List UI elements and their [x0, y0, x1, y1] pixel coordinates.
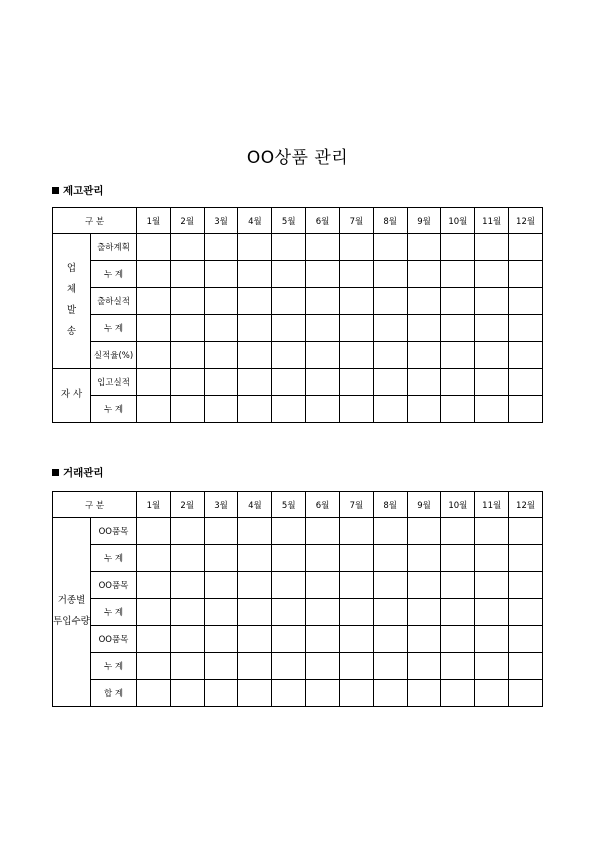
data-cell[interactable] [137, 369, 171, 396]
data-cell[interactable] [137, 599, 171, 626]
data-cell[interactable] [238, 234, 272, 261]
month-header-cell: 4월 [238, 492, 272, 518]
group-label-line: 업 체 [66, 263, 86, 296]
data-cell[interactable] [204, 680, 238, 707]
data-cell[interactable] [272, 315, 306, 342]
data-cell[interactable] [339, 680, 373, 707]
data-cell[interactable] [509, 545, 543, 572]
data-cell[interactable] [272, 261, 306, 288]
data-cell[interactable] [441, 396, 475, 423]
data-cell[interactable] [441, 261, 475, 288]
data-cell[interactable] [238, 396, 272, 423]
data-cell[interactable] [238, 653, 272, 680]
data-cell[interactable] [306, 288, 340, 315]
row-label-cell: 누 계 [91, 315, 137, 342]
row-label-cell: 입고실적 [91, 369, 137, 396]
data-cell[interactable] [475, 545, 509, 572]
data-cell[interactable] [137, 518, 171, 545]
data-cell[interactable] [137, 315, 171, 342]
data-cell[interactable] [441, 369, 475, 396]
data-cell[interactable] [272, 599, 306, 626]
data-cell[interactable] [373, 626, 407, 653]
data-cell[interactable] [238, 342, 272, 369]
row-label-cell: 누 계 [91, 545, 137, 572]
data-cell[interactable] [475, 396, 509, 423]
data-cell[interactable] [204, 518, 238, 545]
data-cell[interactable] [373, 288, 407, 315]
data-cell[interactable] [238, 680, 272, 707]
data-cell[interactable] [170, 342, 204, 369]
data-cell[interactable] [306, 315, 340, 342]
data-cell[interactable] [238, 518, 272, 545]
table-row [53, 288, 543, 315]
table-row [53, 396, 543, 423]
table-row [53, 545, 543, 572]
header-row [53, 208, 543, 234]
data-cell[interactable] [441, 545, 475, 572]
group-label-cell: 자 사 [53, 369, 91, 423]
data-cell[interactable] [137, 653, 171, 680]
data-cell[interactable] [509, 518, 543, 545]
data-cell[interactable] [407, 653, 441, 680]
data-cell[interactable] [238, 369, 272, 396]
data-cell[interactable] [475, 342, 509, 369]
data-cell[interactable] [238, 315, 272, 342]
data-cell[interactable] [170, 288, 204, 315]
group-label-line: 투입수량 [53, 616, 90, 627]
data-cell[interactable] [306, 545, 340, 572]
data-cell[interactable] [475, 518, 509, 545]
data-cell[interactable] [137, 234, 171, 261]
data-cell[interactable] [373, 518, 407, 545]
data-cell[interactable] [204, 288, 238, 315]
data-cell[interactable] [339, 234, 373, 261]
transactions-table [52, 491, 543, 707]
data-cell[interactable] [137, 261, 171, 288]
data-cell[interactable] [272, 572, 306, 599]
table-row [53, 369, 543, 396]
data-cell[interactable] [339, 315, 373, 342]
data-cell[interactable] [509, 315, 543, 342]
data-cell[interactable] [475, 234, 509, 261]
data-cell[interactable] [204, 572, 238, 599]
month-header-cell: 6월 [306, 208, 340, 234]
data-cell[interactable] [509, 234, 543, 261]
month-header-cell: 2월 [170, 208, 204, 234]
data-cell[interactable] [170, 315, 204, 342]
data-cell[interactable] [137, 396, 171, 423]
month-header-cell: 5월 [272, 492, 306, 518]
row-label-cell: 출하계획 [91, 234, 137, 261]
data-cell[interactable] [509, 342, 543, 369]
data-cell[interactable] [137, 288, 171, 315]
data-cell[interactable] [306, 599, 340, 626]
data-cell[interactable] [475, 572, 509, 599]
header-category-cell: 구 분 [53, 492, 137, 518]
row-label-cell: 합 계 [91, 680, 137, 707]
data-cell[interactable] [373, 342, 407, 369]
data-cell[interactable] [407, 396, 441, 423]
data-cell[interactable] [170, 626, 204, 653]
month-header-cell: 10월 [441, 492, 475, 518]
table-row [53, 626, 543, 653]
data-cell[interactable] [339, 261, 373, 288]
data-cell[interactable] [373, 369, 407, 396]
data-cell[interactable] [407, 315, 441, 342]
data-cell[interactable] [306, 342, 340, 369]
data-cell[interactable] [170, 261, 204, 288]
month-header-cell: 2월 [170, 492, 204, 518]
data-cell[interactable] [272, 545, 306, 572]
data-cell[interactable] [272, 288, 306, 315]
data-cell[interactable] [407, 288, 441, 315]
data-cell[interactable] [373, 545, 407, 572]
group-label-line: 발 송 [66, 305, 86, 337]
data-cell[interactable] [204, 315, 238, 342]
group-label-line: 거종별 [57, 595, 86, 607]
data-cell[interactable] [339, 572, 373, 599]
data-cell[interactable] [204, 396, 238, 423]
data-cell[interactable] [373, 572, 407, 599]
data-cell[interactable] [407, 342, 441, 369]
data-cell[interactable] [441, 518, 475, 545]
data-cell[interactable] [373, 315, 407, 342]
data-cell[interactable] [339, 288, 373, 315]
month-header-cell: 3월 [204, 208, 238, 234]
data-cell[interactable] [170, 545, 204, 572]
data-cell[interactable] [170, 234, 204, 261]
month-header-cell: 12월 [509, 492, 543, 518]
table-row [53, 599, 543, 626]
data-cell[interactable] [272, 396, 306, 423]
data-cell[interactable] [170, 518, 204, 545]
data-cell[interactable] [238, 626, 272, 653]
data-cell[interactable] [137, 545, 171, 572]
month-header-cell: 5월 [272, 208, 306, 234]
square-bullet-icon [52, 187, 59, 194]
data-cell[interactable] [238, 261, 272, 288]
data-cell[interactable] [475, 288, 509, 315]
square-bullet-icon [52, 469, 59, 476]
data-cell[interactable] [407, 572, 441, 599]
header-row [53, 492, 543, 518]
data-cell[interactable] [204, 626, 238, 653]
data-cell[interactable] [204, 545, 238, 572]
data-cell[interactable] [441, 599, 475, 626]
data-cell[interactable] [441, 626, 475, 653]
data-cell[interactable] [475, 680, 509, 707]
month-header-cell: 8월 [373, 208, 407, 234]
data-cell[interactable] [475, 369, 509, 396]
section-heading-inventory [52, 183, 104, 198]
table-row [53, 653, 543, 680]
month-header-cell: 12월 [509, 208, 543, 234]
row-label-cell: 출하실적 [91, 288, 137, 315]
month-header-cell: 1월 [137, 492, 171, 518]
data-cell[interactable] [204, 261, 238, 288]
data-cell[interactable] [170, 599, 204, 626]
data-cell[interactable] [272, 234, 306, 261]
data-cell[interactable] [475, 599, 509, 626]
data-cell[interactable] [339, 599, 373, 626]
data-cell[interactable] [407, 261, 441, 288]
data-cell[interactable] [509, 369, 543, 396]
data-cell[interactable] [441, 315, 475, 342]
row-label-cell: 누 계 [91, 653, 137, 680]
data-cell[interactable] [407, 518, 441, 545]
month-header-cell: 1월 [137, 208, 171, 234]
data-cell[interactable] [441, 680, 475, 707]
section-heading-label: 거래관리 [63, 467, 104, 479]
data-cell[interactable] [137, 342, 171, 369]
data-cell[interactable] [339, 396, 373, 423]
table-row [53, 518, 543, 545]
data-cell[interactable] [170, 396, 204, 423]
month-header-cell: 9월 [407, 492, 441, 518]
section-heading-transactions [52, 465, 104, 480]
data-cell[interactable] [272, 369, 306, 396]
data-cell[interactable] [204, 342, 238, 369]
data-cell[interactable] [407, 626, 441, 653]
data-cell[interactable] [272, 653, 306, 680]
data-cell[interactable] [238, 288, 272, 315]
data-cell[interactable] [339, 369, 373, 396]
data-cell[interactable] [509, 288, 543, 315]
data-cell[interactable] [204, 234, 238, 261]
data-cell[interactable] [204, 369, 238, 396]
data-cell[interactable] [272, 626, 306, 653]
data-cell[interactable] [137, 626, 171, 653]
data-cell[interactable] [306, 626, 340, 653]
table-row [53, 342, 543, 369]
month-header-cell: 11월 [475, 208, 509, 234]
data-cell[interactable] [238, 545, 272, 572]
data-cell[interactable] [407, 545, 441, 572]
row-label-cell: 누 계 [91, 396, 137, 423]
row-label-cell: 누 계 [91, 261, 137, 288]
data-cell[interactable] [475, 315, 509, 342]
header-category-cell: 구 분 [53, 208, 137, 234]
data-cell[interactable] [306, 572, 340, 599]
data-cell[interactable] [306, 234, 340, 261]
data-cell[interactable] [509, 626, 543, 653]
data-cell[interactable] [373, 680, 407, 707]
data-cell[interactable] [475, 626, 509, 653]
data-cell[interactable] [170, 572, 204, 599]
data-cell[interactable] [441, 234, 475, 261]
data-cell[interactable] [373, 653, 407, 680]
data-cell[interactable] [509, 261, 543, 288]
data-cell[interactable] [509, 599, 543, 626]
data-cell[interactable] [509, 680, 543, 707]
table-row [53, 572, 543, 599]
month-header-cell: 8월 [373, 492, 407, 518]
page-title: OO상품 관리 [246, 148, 349, 168]
month-header-cell: 9월 [407, 208, 441, 234]
data-cell[interactable] [204, 599, 238, 626]
data-cell[interactable] [272, 342, 306, 369]
data-cell[interactable] [306, 261, 340, 288]
data-cell[interactable] [407, 599, 441, 626]
data-cell[interactable] [306, 396, 340, 423]
data-cell[interactable] [137, 572, 171, 599]
data-cell[interactable] [204, 653, 238, 680]
data-cell[interactable] [441, 288, 475, 315]
month-header-cell: 11월 [475, 492, 509, 518]
row-label-cell: OO품목 [91, 626, 137, 653]
data-cell[interactable] [373, 234, 407, 261]
data-cell[interactable] [373, 261, 407, 288]
data-cell[interactable] [137, 680, 171, 707]
data-cell[interactable] [170, 680, 204, 707]
data-cell[interactable] [339, 342, 373, 369]
data-cell[interactable] [407, 680, 441, 707]
data-cell[interactable] [339, 653, 373, 680]
data-cell[interactable] [407, 369, 441, 396]
row-label-cell: 누 계 [91, 599, 137, 626]
table-row [53, 315, 543, 342]
data-cell[interactable] [441, 342, 475, 369]
section-heading-label: 제고관리 [63, 185, 104, 197]
data-cell[interactable] [170, 369, 204, 396]
data-cell[interactable] [170, 653, 204, 680]
data-cell[interactable] [306, 518, 340, 545]
month-header-cell: 4월 [238, 208, 272, 234]
month-header-cell: 6월 [306, 492, 340, 518]
data-cell[interactable] [306, 369, 340, 396]
data-cell[interactable] [441, 653, 475, 680]
data-cell[interactable] [373, 599, 407, 626]
data-cell[interactable] [238, 572, 272, 599]
month-header-cell: 7월 [339, 208, 373, 234]
data-cell[interactable] [339, 545, 373, 572]
group-label-cell [53, 518, 91, 707]
month-header-cell: 3월 [204, 492, 238, 518]
table-row [53, 261, 543, 288]
data-cell[interactable] [272, 518, 306, 545]
data-cell[interactable] [441, 572, 475, 599]
data-cell[interactable] [238, 599, 272, 626]
data-cell[interactable] [272, 680, 306, 707]
data-cell[interactable] [475, 653, 509, 680]
inventory-table [52, 207, 543, 423]
data-cell[interactable] [306, 653, 340, 680]
row-label-cell: OO품목 [91, 518, 137, 545]
data-cell[interactable] [509, 572, 543, 599]
data-cell[interactable] [306, 680, 340, 707]
month-header-cell: 7월 [339, 492, 373, 518]
data-cell[interactable] [475, 261, 509, 288]
data-cell[interactable] [407, 234, 441, 261]
data-cell[interactable] [509, 396, 543, 423]
month-header-cell: 10월 [441, 208, 475, 234]
group-label-cell [53, 234, 91, 369]
row-label-cell: OO품목 [91, 572, 137, 599]
data-cell[interactable] [339, 518, 373, 545]
data-cell[interactable] [373, 396, 407, 423]
row-label-cell: 실적율(%) [91, 342, 137, 369]
data-cell[interactable] [339, 626, 373, 653]
data-cell[interactable] [509, 653, 543, 680]
table-row [53, 234, 543, 261]
table-row [53, 680, 543, 707]
